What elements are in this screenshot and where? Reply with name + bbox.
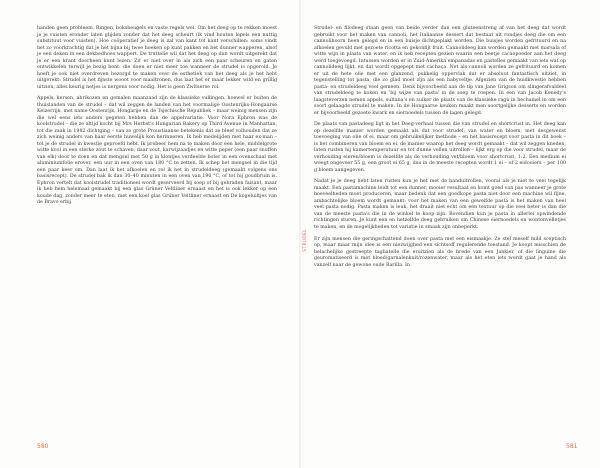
margin-label: STRUDEL bbox=[303, 229, 308, 252]
right-text-column bbox=[314, 26, 566, 274]
paragraph: Nadat je je deeg hebt laten rusten kun je het met de handuitrollen, vooral als je niet te veel tegelijk maakt. Een pastamachine leidt tot een dunner, mooier resultaat en komt goed van pas wanneer je grote hoeveelheden moet produceren, maar bedenk dat een goedkope pasta niet door een machine wil fijne, ambachtelijke bloem wordt gemaakt: voor het maken van een gewelfde pasta is het maken van heel veel pasta nodig. Pasta maken is leuk, het draait niet echt om een textuur op die veel beter is dan die van de meeste pasta's die in de winkel te koop zijn. Bovendien kun je pasta in allerlei opwindende richtingen sturen. Je kunt een en hetzelfde deeg gebruiken om Chinese eiernoedels en wontonvelletjes te maken, en de mogelijkheden tot variatie in smaak zijn onbeperkt. bbox=[314, 179, 566, 230]
paragraph: Appels, kersen, abrikozen en gemalen maanzaad zijn de klassieke vullingen, hoewel er buiten de thuislanden van de strudel – dat wil zeggen de landen van het voormalige Oostenrijks-Hongaarse Keizerrijk, met name Oostenrijk, Hongarije en de Tsjechische Republiek – maar weinig mensen zijn die wel eens iets anders gegeten hebben dan de appelvariatie. Voor Nora Ephron was de koolstrudel – die ze altijd kocht bij Mrs Herbst's Hungarian Bakery op Third Avenue in Manhattan, tot die zaak in 1982 dichtging – van zo grote Proustiaanse betekenis dat ze bleef volhouden dat ze zich weinig anders van haar eerste huwelijk kon herinneren. Ik heb medelijden met haar ex-man – tot je de strudel in kwestie geproefd hebt. Ik probeer hem na te maken door een hele, middelgrote witte kool in een sterke zout te schaven, daar zout, karwijzaadjes en witte peper (een paar snuffen van elk) door te doen en dat mengsel met 50 g in klontjes verdeelde boter in een ovenschaal met aluminiumfolie erover, een uur in een oven van 180 °C te zetten. Ik schep het mengsel in die tijd een paar keer om. Dan laat ik het afkoelen en rol ik het in strudeldeeg (gemaakt volgens ons basisrecept). De strudel bak ik dan 30–40 minuten in een oven van 190 °C, of tot hij goudbruin is. Ephron vertelt dat koolstrudel traditioneel wordt geserveerd bij soep of bij gebraden faisant, maar ik heb hem helemaal gemaakt bij een glas Grüner Veltliner ernaast en het is ook lekker op een koude dag, zonder meer te eten, met een koel glas Grüner Veltliner ernaast en De kogeluiltjes van de Bravo erbij. bbox=[37, 96, 277, 206]
page-number-left: 580 bbox=[37, 443, 49, 450]
paragraph: Strudel- en filodeeg staan geen van beide verder dan een gluteenstreng af van het deeg dat wordt gebruikt voor het maken van cannoli, het Italiaanse dessert dat bestaat uit rondjes deeg die om een cannolihoorn heen gelegd en in een buisje dichtgeplakt worden. Die buisjes worden gefrituurd en na afkoelen gevuld met gezoete ricotta en gekonfijt fruit. Cannolideeg kan worden gemaakt met marsala of witte wijn in plaats van water, en ik heb recepten gezien waarin een beetje cacaopoeder aan het deeg werd toegevoegd. Intussen worden er in Zuid-Amerika empanadas en pastelles gemaakt van iets wat op cannolideeg lijkt, en dat wordt opgepept met cachaça. Net als cannoli worden ze gefrituurd en komen er uit de hete olie met een glanzend, pukkelig oppervlak dat er absoluut fantastisch uitziet, in tegenstelling tot pasta, die zo glad moet zijn als een babyveltje. Afgezien van de huidkwestie hebben pasta- en strudeldeeg veel gemeen. Denk bijvoorbeeld aan de tip van Jane Grigson om slingerafvaldeel van strudeldeeg te koken en 'bij wijze van pasta' in de soep te roepen. In een van Jacob Kenedy's laagsteverzen nemen appels, sultana's en suiker de plaats van de klassieke ragù in bechamel in om een soort gelaagde strudel te maken. In de Hongaarse keuken maakt men soortgelijke desserts en worden er bijvoorbeeld gezoete kwark en siernoedels tussen de lagen gelegd. bbox=[314, 26, 566, 116]
paragraph: De plaats van pastadeeg ligt in het Deeg-verhaal tussen die van strudel en shortcrust in. Het deeg kan op dezelfde manier worden gemaakt als dat voor strudel, van water en bloem, met desgewenst toevoeging van olie of ei, maar om gebruikelijker methode – en het basisrecept voor pasta in dit boek – is het combineren van bloem en ei, de manier waarop het deeg wordt gemaakt – dat wil zeggen kneden, laten rusten bij kamertemperatuur en tot dunne vellen uitrollen – lijkt erg op die voor strudel, maar de verhouding eieren/bloem is dezelfde als de verhouding vet/bloem voor shortcrust, 1:2. Een medium ei weegt ongeveer 55 g, een groot ei 65 g, dus in de meeste recepten wordt 1 ei – of 2 eidooiers – per 100 g bloem aangegeven. bbox=[314, 122, 566, 173]
left-text-column bbox=[37, 26, 277, 212]
paragraph: Er zijn mensen die geringschattend doen over pasta met een eismaakje. Ze stel meself mild sceptisch op, maar maar mijn idee is een niezwijghed een sichtsoff regulerende toestand. Je koopt misschien de belachelijke gestreepte tagliatelle die eruitzien als de brede van een Jankier, of die linguine die geuromatiseerd is met bloed/garnalenkuit/rozenwater, maar als het eten iets wordt gaat je hand als vanzelf naar de gewone oude Barilla. In bbox=[314, 236, 566, 268]
page-number-right: 581 bbox=[566, 443, 578, 450]
paragraph: handen geen probleem. Ringen, boksbeugels en vaste regels wel. Om het deeg op te rekken moest je je vuisten eronder laten glijden zonder dat het deeg scheurt (ik vind houten lepels een nuttig substituut voor vuisten). Hoe coöperatief je deeg is zal van kant tot kant verschillen: soms vindt het zo voorkrachtig dat je het bijna bij twee hoeken op kunt pakken en het dunner wapperen, alsof je een deken in een dekbedhoes wappert. De truttelie wil dat het deeg op dun wordt uitgerekt dat je er een krant doorheen kunt lezen. Zit er niet over in als zich een paar scheuren en gaten ontwikkelen terwijl je bezig bent: die doen er niet meer toe wanneer de strudel is opgerold. Je hoeft je ook niet overdreven bezorgd te maken over de esthetiek van het deeg als je het hebt uitgerekt: Strudel is het fijnste wooot voor maaltronen, dus laat het er maar lekker wild en grillig uitzien, alles keurig netjes is nergens voor nodig. Het is geen Zwitserse rol. bbox=[37, 26, 277, 90]
right-page bbox=[300, 0, 600, 468]
